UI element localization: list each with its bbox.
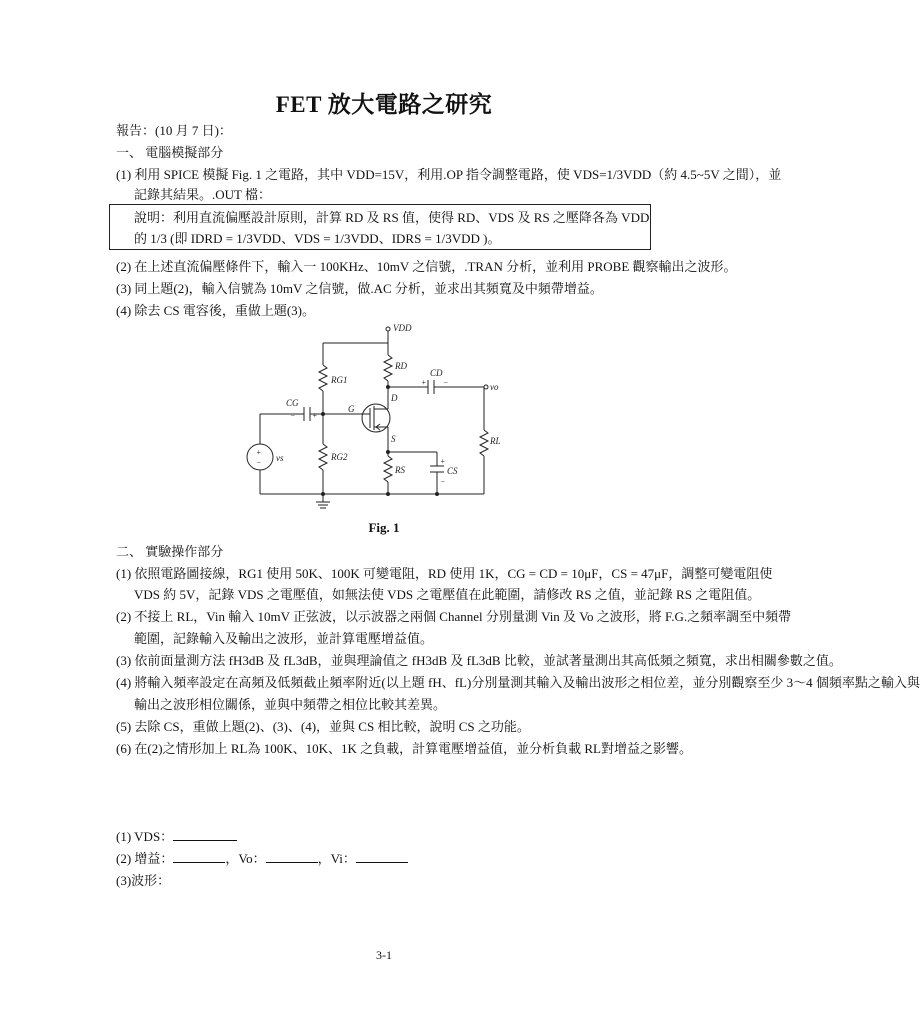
s2-item-2-num: (2) [116,609,132,624]
s2-item-5-line1: 去除 CS，重做上題(2)、(3)、(4)，並與 CS 相比較，說明 CS 之功能。 [134,719,530,734]
mosfet-body [362,404,390,432]
s2-item-5-num: (5) [116,719,132,734]
s2-item-5 [116,718,530,735]
s1-item-1-cont: 記錄其結果。.OUT 檔： [134,187,271,202]
figure-caption: Fig. 1 [368,520,400,535]
label-rg2: RG2 [331,452,348,462]
s2-item-6-line1: 在(2)之情形加上 RL為 100K、10K、1K 之負載，計算電壓增益值，並分析負載 RL對增益之影響。 [134,741,692,756]
answer-2-vi-blank[interactable] [356,850,408,863]
answer-2 [116,850,408,867]
s2-item-1-num: (1) [116,566,132,581]
s2-item-2-line1: 不接上 RL，Vin 輸入 10mV 正弦波，以示波器之兩個 Channel 分別量測 Vin 及 Vo 之波形，將 F.G.之頻率調至中頻帶 [134,609,792,624]
s2-item-2 [116,608,791,625]
s1-item-1-text: 利用 SPICE 模擬 Fig. 1 之電路，其中 VDD=15V，利用.OP 指令調整電路，使 VDS=1/3VDD（約 4.5~5V 之間），並 [134,167,782,182]
label-rg1: RG1 [331,375,348,385]
label-d: D [391,393,398,403]
svg-text:−: − [443,378,449,387]
label-rl: RL [490,436,501,446]
answer-3: (3)波形： [116,873,171,888]
rd-resistor [384,355,392,381]
s2-item-3 [116,652,842,669]
s1-item-1-num: (1) [116,167,132,182]
svg-text:+: + [440,457,446,466]
svg-text:+: + [421,378,427,387]
s2-item-1-line2: VDS 約 5V，記錄 VDS 之電壓值，如無法使 VDS 之電壓值在此範圍，請修改 RS 之值，並記錄 RS 之電阻值。 [134,587,761,602]
label-g: G [348,404,355,414]
answer-2-vo-blank[interactable] [266,850,318,863]
svg-text:+: + [312,411,318,420]
due-date: 報告：(10 月 7 日)： [116,123,232,138]
label-vs: vs [276,453,284,463]
s1-item-3-num: (3) [116,281,132,296]
answer-2-gain-blank[interactable] [173,850,225,863]
page-title: FET 放大電路之研究 [275,92,493,117]
s2-item-3-line1: 依前面量測方法 fH3dB 及 fL3dB，並與理論值之 fH3dB 及 fL3dB 比較，並試著量測出其高低頻之頻寬，求出相關參數之值。 [134,653,842,668]
label-rd: RD [395,361,407,371]
answer-1-blank[interactable] [173,828,237,841]
s2-item-2-line2: 範圍，記錄輸入及輸出之波形，並計算電壓增益值。 [134,631,434,646]
section1-heading: 一、 電腦模擬部分 [116,145,224,160]
s2-item-6-num: (6) [116,741,132,756]
svg-text:+: + [256,448,262,457]
label-vo: vo [490,382,499,392]
s1-item-4-text: 除去 CS 電容後，重做上題(3)。 [134,303,315,318]
svg-text:−: − [440,477,446,486]
s2-item-4-line1: 將輸入頻率設定在高頻及低頻截止頻率附近(以上題 fH、fL)分別量測其輸入及輸出波形之相位差，並分別觀察至少 3～4 個頻率點之輸入與 [134,675,920,690]
rg1-resistor [319,365,327,391]
answer-1-label: (1) VDS： [116,829,174,844]
s1-item-2-text: 在上述直流偏壓條件下，輸入一 100KHz、10mV 之信號，.TRAN 分析，並利用 PROBE 觀察輸出之波形。 [134,259,737,274]
circuit-diagram [240,318,520,513]
s1-item-3-text: 同上題(2)，輸入信號為 10mV 之信號，做.AC 分析，並求出其頻寬及中頻帶增益。 [134,281,603,296]
page-number: 3-1 [376,948,392,962]
label-cs: CS [447,466,458,476]
answer-2-vi-label: ，Vi： [317,851,356,866]
label-cd: CD [430,368,443,378]
label-rs: RS [395,465,405,475]
answer-2-vo-label: ，Vo： [225,851,266,866]
s2-item-4 [116,674,920,691]
s1-item-3 [116,280,603,297]
s2-item-4-line2: 輸出之波形相位關係，並與中頻帶之相位比較其差異。 [134,697,447,712]
s2-item-1-line1: 依照電路圖接線，RG1 使用 50K、100K 可變電阻，RD 使用 1K，CG = CD = 10μF，CS = 47μF，調整可變電阻使 [134,566,773,581]
s2-item-6 [116,740,692,757]
svg-text:−: − [290,411,296,420]
rg2-resistor [319,444,327,470]
label-cg: CG [286,398,299,408]
rl-resistor [480,430,488,456]
label-s: S [391,434,396,444]
label-vdd: VDD [393,323,412,333]
s1-item-4 [116,302,315,319]
s2-item-3-num: (3) [116,653,132,668]
s1-item-2 [116,258,737,275]
s1-item-1 [116,166,781,183]
note-box-text: 說明：利用直流偏壓設計原則，計算 RD 及 RS 值，使得 RD、VDS 及 RS 之壓降各為 VDD 的 1/3 (即 IDRD = 1/3VDD、VDS = 1/3VDD、IDRS = 1/3VDD )。 [134,210,650,246]
answer-2-label: (2) 增益： [116,851,174,866]
svg-text:−: − [256,458,262,467]
vdd-node [386,327,390,331]
answer-1 [116,828,237,845]
rs-resistor [384,456,392,482]
s1-item-2-num: (2) [116,259,132,274]
s1-item-4-num: (4) [116,303,132,318]
s2-item-1 [116,565,772,582]
section2-heading: 二、 實驗操作部分 [116,544,224,559]
vo-node [484,385,488,389]
s2-item-4-num: (4) [116,675,132,690]
